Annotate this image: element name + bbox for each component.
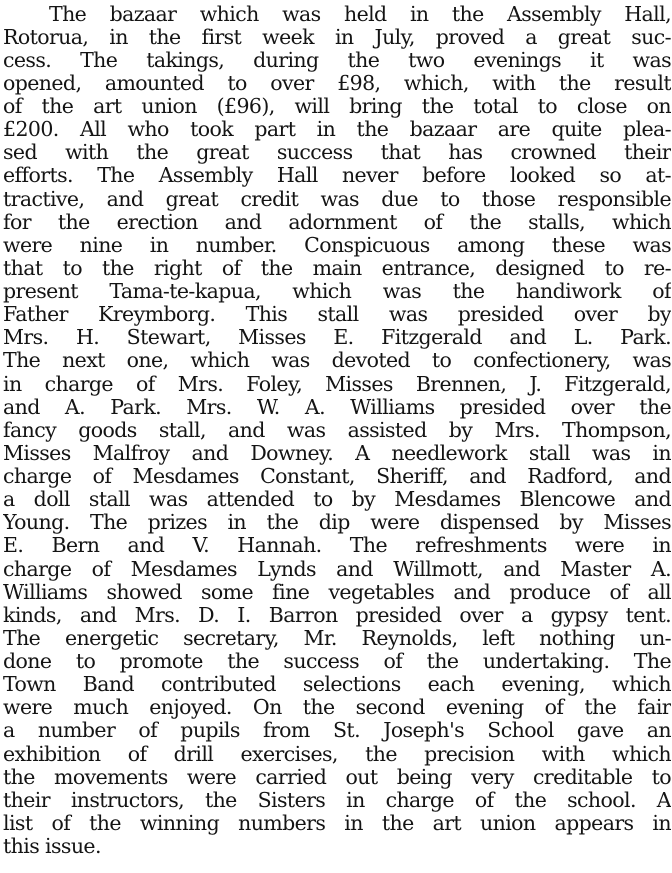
article-line: E. Bern and V. Hannah. The refreshments were in xyxy=(3,533,671,557)
article-line: efforts. The Assembly Hall never before looked so at- xyxy=(3,163,671,187)
article-line: fancy goods stall, and was assisted by Mrs. Thompson, xyxy=(3,418,671,442)
article-line: a doll stall was attended to by Mesdames Blencowe and xyxy=(3,487,671,511)
article-line: kinds, and Mrs. D. I. Barron presided over a gypsy tent. xyxy=(3,603,671,627)
article-line: Young. The prizes in the dip were dispensed by Misses xyxy=(3,510,671,534)
article-line: £200. All who took part in the bazaar are quite plea- xyxy=(3,117,671,141)
article-line: and A. Park. Mrs. W. A. Williams presided over the xyxy=(3,395,671,419)
article-line: Misses Malfroy and Downey. A needlework stall was in xyxy=(3,441,671,465)
article-line: of the art union (£96), will bring the total to close on xyxy=(3,94,671,118)
news-article xyxy=(3,0,671,873)
article-line: a number of pupils from St. Joseph's School gave an xyxy=(3,718,671,742)
article-line: The next one, which was devoted to confectionery, was xyxy=(3,348,671,372)
article-line: list of the winning numbers in the art union appears in xyxy=(3,811,671,835)
article-line: were much enjoyed. On the second evening of the fair xyxy=(3,695,671,719)
article-line: sed with the great success that has crowned their xyxy=(3,140,671,164)
article-line: the movements were carried out being very creditable to xyxy=(3,765,671,789)
article-line: The bazaar which was held in the Assembly Hall, xyxy=(49,2,671,26)
article-line: that to the right of the main entrance, designed to re- xyxy=(3,256,671,280)
article-line: Williams showed some fine vegetables and produce of all xyxy=(3,580,671,604)
article-line: in charge of Mrs. Foley, Misses Brennen, J. Fitzgerald, xyxy=(3,372,671,396)
article-line: Rotorua, in the first week in July, proved a great suc- xyxy=(3,25,671,49)
article-line: opened, amounted to over £98, which, with the result xyxy=(3,71,671,95)
article-line: Father Kreymborg. This stall was presided over by xyxy=(3,302,671,326)
article-line: for the erection and adornment of the stalls, which xyxy=(3,210,671,234)
article-line: exhibition of drill exercises, the precision with which xyxy=(3,742,671,766)
article-line: Town Band contributed selections each evening, which xyxy=(3,672,671,696)
article-line: done to promote the success of the undertaking. The xyxy=(3,649,671,673)
article-line: The energetic secretary, Mr. Reynolds, left nothing un- xyxy=(3,626,671,650)
article-line: charge of Mesdames Lynds and Willmott, and Master A. xyxy=(3,557,671,581)
article-line: present Tama-te-kapua, which was the handiwork of xyxy=(3,279,671,303)
article-line: their instructors, the Sisters in charge of the school. A xyxy=(3,788,671,812)
article-line: tractive, and great credit was due to those responsible xyxy=(3,187,671,211)
article-line: Mrs. H. Stewart, Misses E. Fitzgerald and L. Park. xyxy=(3,325,671,349)
article-line: were nine in number. Conspicuous among these was xyxy=(3,233,671,257)
article-line: cess. The takings, during the two evenings it was xyxy=(3,48,671,72)
article-line: charge of Mesdames Constant, Sheriff, and Radford, and xyxy=(3,464,671,488)
article-line: this issue. xyxy=(3,834,101,858)
